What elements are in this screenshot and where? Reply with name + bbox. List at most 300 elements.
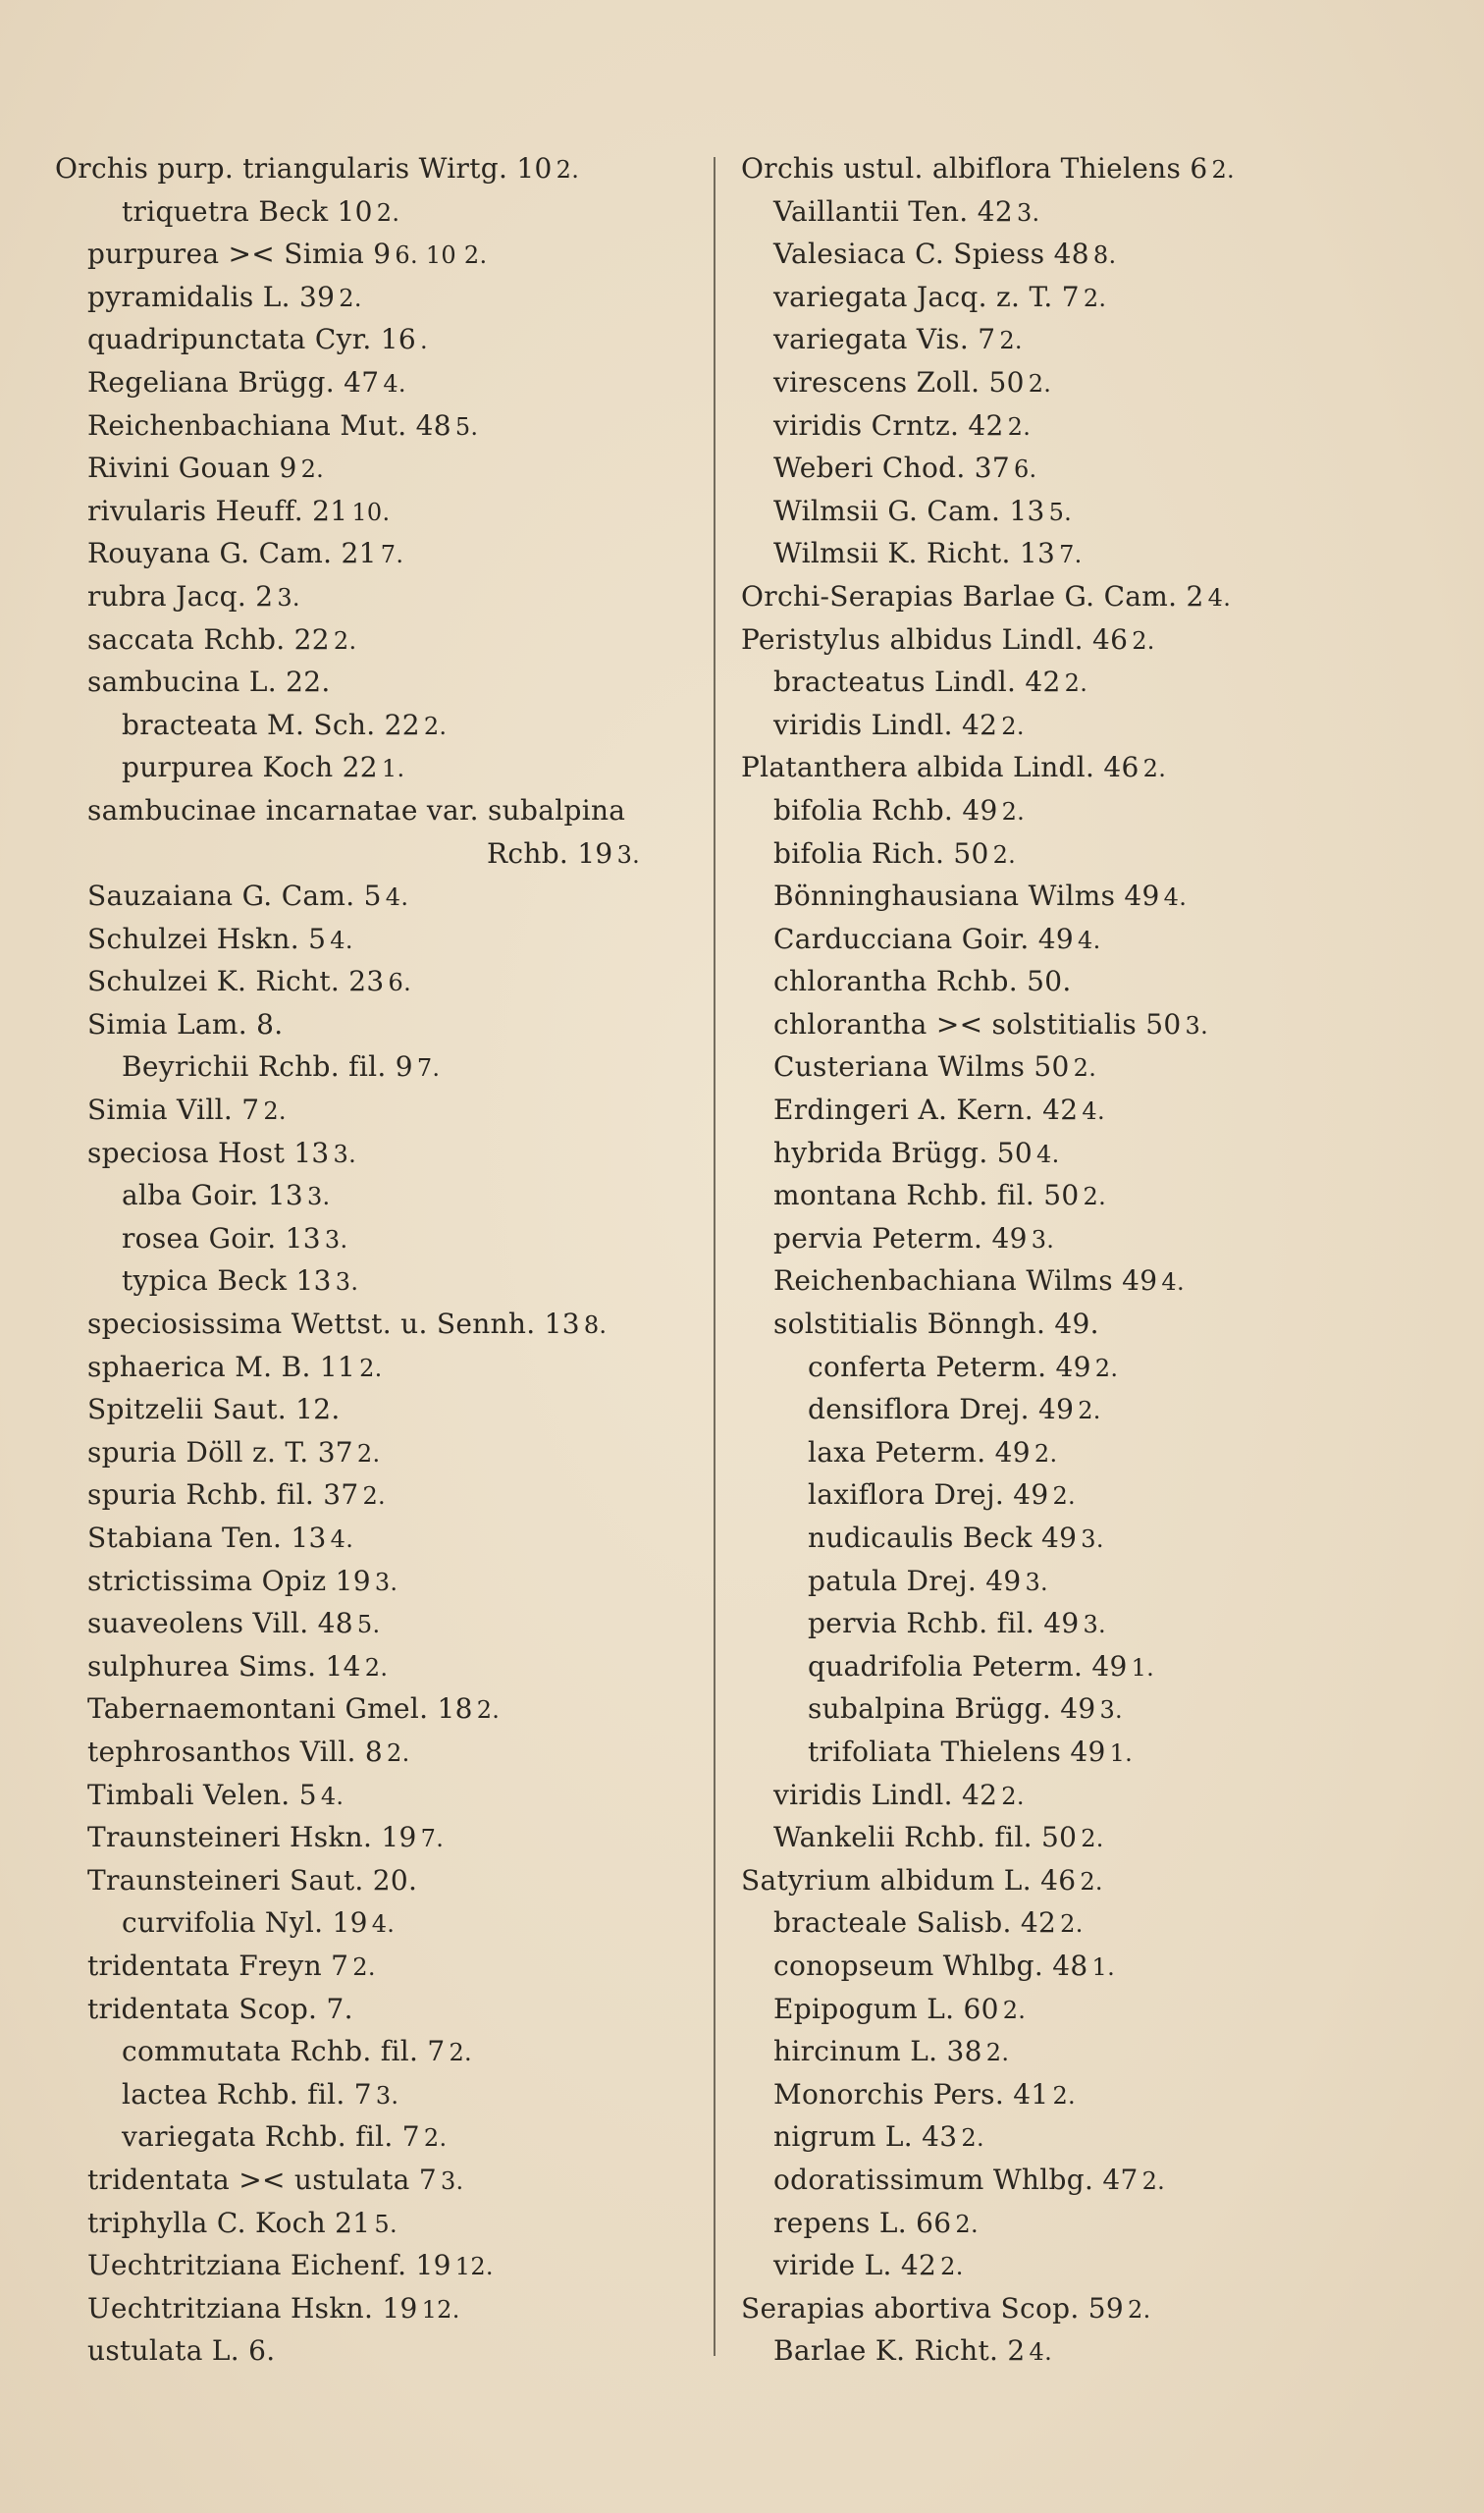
entry-text: Epipogum L. 60 (773, 1992, 999, 2025)
entry-text: Uechtritziana Hskn. 19 (87, 2291, 418, 2325)
index-entry (741, 2329, 1428, 2373)
index-entry (55, 2287, 703, 2330)
entry-text: Uechtritziana Eichenf. 19 (87, 2249, 451, 2282)
entry-reference: 3. (333, 1140, 357, 1168)
entry-text: Serapias abortiva Scop. 59 (741, 2291, 1125, 2325)
index-entry (55, 2030, 703, 2073)
entry-reference: 8. (1092, 241, 1117, 270)
entry-reference: 2. (955, 2210, 979, 2238)
index-entry (55, 1174, 703, 1217)
entry-reference: 4. (371, 1910, 396, 1939)
entry-reference: 2. (1052, 2081, 1076, 2110)
index-entry (741, 1945, 1428, 1988)
index-entry (55, 1988, 703, 2031)
entry-text: Rouyana G. Cam. 21 (87, 537, 377, 570)
entry-reference: 5. (374, 2210, 398, 2238)
entry-text: Schulzei K. Richt. 23 (87, 965, 385, 998)
entry-text: Weberi Chod. 37 (773, 452, 1010, 485)
index-entry (55, 1431, 703, 1474)
index-entry (55, 2115, 703, 2159)
entry-reference: 6. (1013, 455, 1037, 484)
index-entry (55, 1859, 703, 1902)
entry-reference: 7. (1059, 541, 1083, 569)
index-entry (741, 1003, 1428, 1046)
index-entry (741, 1174, 1428, 1217)
entry-text: Reichenbachiana Wilms 49 (773, 1264, 1158, 1298)
index-entry (741, 1388, 1428, 1431)
entry-reference: 2. (940, 2253, 964, 2281)
entry-text: Schulzei Hskn. 5 (87, 922, 327, 955)
index-entry (741, 404, 1428, 448)
index-entry (55, 1132, 703, 1175)
index-entry (55, 1303, 703, 1346)
entry-text: Platanthera albida Lindl. 46 (741, 751, 1140, 784)
entry-text: strictissima Opiz 19 (87, 1564, 371, 1597)
index-entry (55, 1089, 703, 1132)
entry-reference: 1. (1091, 1952, 1116, 1981)
index-entry (55, 1901, 703, 1945)
entry-text: viride L. 42 (773, 2249, 937, 2282)
entry-reference: 2. (985, 2039, 1010, 2067)
index-entry (55, 704, 703, 747)
index-entry (741, 1560, 1428, 1603)
index-entry (741, 1602, 1428, 1645)
entry-text: Tabernaemontani Gmel. 18 (87, 1692, 473, 1726)
entry-reference: 2. (263, 1097, 287, 1126)
entry-reference: 2. (376, 198, 400, 227)
entry-text: Wankelii Rchb. fil. 50 (773, 1821, 1078, 1854)
entry-reference: 7. (420, 1825, 445, 1853)
entry-reference: 2. (356, 1439, 381, 1468)
entry-reference: 5. (356, 1611, 381, 1639)
entry-text: Timbali Velen. 5 (87, 1778, 317, 1811)
entry-text: Stabiana Ten. 13 (87, 1522, 327, 1554)
entry-text: Traunsteineri Hskn. 19 (87, 1821, 417, 1854)
entry-reference: 2. (556, 156, 580, 184)
entry-text: saccata Rchb. 22 (87, 622, 330, 656)
entry-reference: 2. (1141, 2166, 1166, 2195)
entry-reference: 2. (1001, 1782, 1025, 1810)
entry-reference: 2. (1094, 1354, 1119, 1382)
entry-text: Sauzaiana G. Cam. 5 (87, 880, 382, 913)
entry-reference: 4. (1161, 1268, 1185, 1297)
index-entry (741, 1731, 1428, 1774)
index-entry (741, 789, 1428, 832)
index-entry (55, 1346, 703, 1389)
entry-text: quadripunctata Cyr. 16 (87, 323, 416, 356)
entry-text: subalpina Brügg. 49 (808, 1692, 1096, 1726)
entry-text: triquetra Beck 10 (122, 194, 373, 228)
index-entry (741, 1816, 1428, 1859)
entry-reference: 4. (330, 926, 353, 954)
entry-text: Rivini Gouan 9 (87, 452, 297, 485)
index-entry (55, 404, 703, 448)
index-entry (55, 1687, 703, 1731)
entry-reference: 3. (277, 583, 300, 612)
entry-text: sambucina L. 22. (87, 666, 331, 699)
entry-reference: 3. (440, 2166, 464, 2195)
entry-text: commutata Rchb. fil. 7 (122, 2035, 446, 2068)
index-entry (741, 147, 1428, 190)
entry-reference: 8. (583, 1311, 608, 1340)
entry-reference: 3. (616, 840, 641, 869)
entry-reference: 2. (1081, 1825, 1104, 1853)
entry-text: typica Beck 13 (122, 1264, 332, 1298)
entry-reference: 3. (1099, 1696, 1123, 1725)
entry-text: virescens Zoll. 50 (773, 365, 1025, 399)
entry-reference: 2. (1073, 1054, 1097, 1083)
index-entry (741, 276, 1428, 319)
index-entry (55, 361, 703, 404)
entry-text: purpurea Koch 22 (122, 751, 378, 784)
entry-reference: 2. (449, 2039, 472, 2067)
entry-reference: 12. (454, 2253, 494, 2281)
entry-text: Bönninghausiana Wilms 49 (773, 880, 1160, 913)
entry-text: Wilmsii K. Richt. 13 (773, 537, 1056, 570)
index-entry (55, 618, 703, 662)
entry-text: nigrum L. 43 (773, 2120, 958, 2154)
entry-reference: 2. (1007, 412, 1032, 441)
index-entry (55, 532, 703, 575)
index-entry (741, 1346, 1428, 1389)
entry-text: rosea Goir. 13 (122, 1221, 321, 1255)
index-entry (741, 2287, 1428, 2330)
entry-reference: 4. (320, 1782, 344, 1810)
entry-reference: 3. (1185, 1011, 1209, 1040)
index-entry (741, 2030, 1428, 2073)
entry-text: bracteatus Lindl. 42 (773, 666, 1061, 699)
index-entry (741, 661, 1428, 704)
index-entry (55, 1731, 703, 1774)
entry-reference: 4. (1029, 2338, 1053, 2367)
entry-text: Wilmsii G. Cam. 13 (773, 494, 1045, 527)
index-entry (741, 618, 1428, 662)
entry-text: hircinum L. 38 (773, 2035, 982, 2068)
entry-text: bracteata M. Sch. 22 (122, 708, 420, 741)
index-entry (741, 318, 1428, 361)
entry-reference: 2. (1128, 2295, 1151, 2324)
entry-reference: 2. (1001, 712, 1025, 740)
entry-reference: 2. (359, 1354, 383, 1382)
index-entry (741, 1431, 1428, 1474)
entry-text: Orchis purp. triangularis Wirtg. 10 (55, 152, 553, 185)
index-entry (741, 2115, 1428, 2159)
entry-reference: 2. (1052, 1482, 1076, 1511)
index-entry (55, 2202, 703, 2245)
entry-reference: 4. (1207, 583, 1232, 612)
entry-reference: 2. (1083, 284, 1107, 312)
entry-text: alba Goir. 13 (122, 1179, 303, 1212)
entry-reference: 3. (374, 1568, 398, 1596)
index-entry (741, 1045, 1428, 1089)
index-entry (741, 1303, 1428, 1346)
entry-reference: 2. (362, 1482, 386, 1511)
index-entry (741, 190, 1428, 234)
entry-reference: 7. (416, 1054, 441, 1083)
index-entry (741, 447, 1428, 490)
entry-reference: 4. (383, 369, 406, 398)
entry-reference: 2. (423, 712, 448, 740)
index-entry (55, 1517, 703, 1560)
index-entry (55, 1388, 703, 1431)
index-entry (741, 1132, 1428, 1175)
entry-text: Erdingeri A. Kern. 42 (773, 1094, 1079, 1127)
entry-reference: 2. (1001, 797, 1026, 826)
index-entry (741, 1645, 1428, 1688)
entry-reference: 2. (1002, 1996, 1027, 2024)
index-entry (55, 1602, 703, 1645)
entry-reference: 4. (1163, 883, 1188, 912)
entry-reference: 3. (1081, 1525, 1104, 1553)
entry-reference: 4. (330, 1525, 354, 1553)
index-entry (741, 1217, 1428, 1260)
entry-reference: 3. (1025, 1568, 1048, 1596)
index-entry (55, 318, 703, 361)
index-entry (55, 2159, 703, 2202)
entry-reference: 4. (1078, 926, 1101, 954)
index-entry (55, 1774, 703, 1817)
entry-reference: 1. (381, 755, 405, 783)
entry-text: repens L. 66 (773, 2206, 952, 2239)
entry-reference: 2. (1080, 1867, 1103, 1896)
entry-text: Carducciana Goir. 49 (773, 922, 1075, 955)
index-entry (55, 190, 703, 234)
entry-reference: 5. (1048, 498, 1073, 526)
entry-reference: 2. (999, 327, 1023, 355)
entry-text: montana Rchb. fil. 50 (773, 1179, 1080, 1212)
index-entry (55, 1945, 703, 1988)
index-entry (55, 1217, 703, 1260)
entry-text: tridentata Freyn 7 (87, 1949, 349, 1982)
entry-reference: 2. (387, 1738, 410, 1767)
entry-reference: 2. (333, 626, 357, 655)
entry-text: Simia Lam. 8. (87, 1007, 284, 1041)
entry-reference: 3. (1031, 1225, 1055, 1254)
index-entry (55, 875, 703, 918)
index-entry (741, 918, 1428, 961)
entry-text: laxiflora Drej. 49 (808, 1478, 1049, 1512)
entry-text: bifolia Rich. 50 (773, 836, 989, 870)
entry-text: variegata Rchb. fil. 7 (122, 2120, 420, 2154)
entry-text: laxa Peterm. 49 (808, 1435, 1031, 1469)
entry-text: nudicaulis Beck 49 (808, 1522, 1078, 1554)
entry-reference: 2. (476, 1696, 501, 1725)
index-entry (55, 960, 703, 1003)
entry-text: Monorchis Pers. 41 (773, 2077, 1049, 2111)
entry-text: Traunsteineri Saut. 20. (87, 1863, 418, 1897)
index-entry (741, 1089, 1428, 1132)
index-entry (741, 875, 1428, 918)
entry-text: odoratissimum Whlbg. 47 (773, 2163, 1139, 2196)
index-entry (55, 147, 703, 190)
entry-text: sphaerica M. B. 11 (87, 1350, 356, 1383)
entry-reference: 2. (300, 455, 325, 484)
index-entry (741, 1901, 1428, 1945)
index-entry (55, 233, 703, 276)
right-column (741, 147, 1428, 2373)
entry-reference: 10. (351, 498, 391, 526)
entry-text: spuria Döll z. T. 37 (87, 1435, 353, 1469)
entry-text: sambucinae incarnatae var. subalpina (87, 793, 626, 827)
index-entry (741, 1774, 1428, 1817)
entry-reference: 3. (375, 2081, 399, 2110)
index-entry (55, 276, 703, 319)
entry-text: viridis Lindl. 42 (773, 708, 998, 741)
index-entry (55, 2073, 703, 2116)
index-entry (741, 746, 1428, 789)
entry-reference: 2. (1060, 1910, 1084, 1939)
entry-reference: 5. (454, 412, 479, 441)
entry-text: variegata Vis. 7 (773, 323, 996, 356)
entry-text: Regeliana Brügg. 47 (87, 365, 380, 399)
entry-text: ustulata L. 6. (87, 2334, 276, 2368)
entry-reference: 2. (339, 284, 362, 312)
entry-reference: 3. (335, 1268, 359, 1297)
entry-text: Vaillantii Ten. 42 (773, 194, 1013, 228)
index-entry (741, 1473, 1428, 1517)
entry-text: Barlae K. Richt. 2 (773, 2334, 1026, 2368)
entry-text: speciosa Host 13 (87, 1136, 330, 1169)
entry-reference: . (419, 327, 428, 355)
entry-text: Beyrichii Rchb. fil. 9 (122, 1050, 413, 1084)
index-entry (55, 1816, 703, 1859)
index-entry (55, 746, 703, 789)
entry-text: Satyrium albidum L. 46 (741, 1863, 1077, 1897)
entry-reference: 3. (306, 1183, 331, 1211)
index-entry (741, 1988, 1428, 2031)
entry-text: sulphurea Sims. 14 (87, 1649, 361, 1683)
entry-reference: 6. 10 2. (395, 241, 488, 270)
entry-text: pervia Peterm. 49 (773, 1221, 1028, 1255)
entry-reference: 3. (1016, 198, 1040, 227)
index-entry (55, 832, 703, 876)
entry-text: Simia Vill. 7 (87, 1094, 260, 1127)
index-entry (55, 918, 703, 961)
entry-text: pyramidalis L. 39 (87, 280, 336, 313)
entry-reference: 2. (1132, 626, 1155, 655)
entry-reference: 2. (1083, 1183, 1107, 1211)
index-entry (55, 490, 703, 533)
entry-text: hybrida Brügg. 50 (773, 1136, 1034, 1169)
entry-reference: 2. (1078, 1397, 1101, 1425)
entry-text: Reichenbachiana Mut. 48 (87, 408, 451, 442)
index-entry (55, 1560, 703, 1603)
entry-reference: 1. (1131, 1653, 1155, 1682)
entry-reference: 2. (1034, 1439, 1058, 1468)
entry-reference: 4. (1082, 1097, 1105, 1126)
entry-reference: 2. (1028, 369, 1052, 398)
index-entry (55, 1645, 703, 1688)
column-divider (714, 157, 716, 2356)
entry-text: Orchis ustul. albiflora Thielens 6 (741, 152, 1208, 185)
index-entry (741, 1859, 1428, 1902)
index-entry (741, 2073, 1428, 2116)
entry-text: tridentata Scop. 7. (87, 1992, 353, 2025)
entry-text: purpurea >< Simia 9 (87, 238, 392, 271)
entry-text: patula Drej. 49 (808, 1564, 1022, 1597)
index-entry (741, 1259, 1428, 1303)
index-entry (741, 832, 1428, 876)
entry-text: lactea Rchb. fil. 7 (122, 2077, 372, 2111)
entry-text: bifolia Rchb. 49 (773, 793, 998, 827)
entry-text: rubra Jacq. 2 (87, 579, 274, 613)
entry-text: solstitialis Bönngh. 49. (773, 1308, 1099, 1341)
entry-reference: 2. (961, 2124, 984, 2153)
entry-text: Spitzelii Saut. 12. (87, 1393, 341, 1426)
entry-text: viridis Crntz. 42 (773, 408, 1004, 442)
index-entry (741, 361, 1428, 404)
entry-text: bracteale Salisb. 42 (773, 1906, 1057, 1940)
index-entry (55, 1473, 703, 1517)
index-entry (55, 447, 703, 490)
index-entry (741, 704, 1428, 747)
index-entry (741, 2159, 1428, 2202)
entry-reference: 2. (364, 1653, 389, 1682)
index-entry (55, 2244, 703, 2287)
entry-reference: 2. (1211, 156, 1235, 184)
entry-text: Orchi-Serapias Barlae G. Cam. 2 (741, 579, 1204, 613)
entry-text: Peristylus albidus Lindl. 46 (741, 622, 1129, 656)
index-entry (55, 1045, 703, 1089)
entry-text: chlorantha Rchb. 50. (773, 965, 1072, 998)
index-entry (741, 233, 1428, 276)
entry-reference: 3. (1083, 1611, 1106, 1639)
entry-text: trifoliata Thielens 49 (808, 1735, 1106, 1768)
entry-text: chlorantha >< solstitialis 50 (773, 1007, 1182, 1041)
entry-reference: 2. (1142, 755, 1167, 783)
index-entry (741, 490, 1428, 533)
index-entry (55, 1259, 703, 1303)
entry-reference: 2. (992, 840, 1017, 869)
entry-text: quadrifolia Peterm. 49 (808, 1649, 1128, 1683)
index-entry (741, 532, 1428, 575)
index-entry (741, 1687, 1428, 1731)
index-entry (55, 2329, 703, 2373)
entry-text: triphylla C. Koch 21 (87, 2206, 371, 2239)
entry-text: conopseum Whlbg. 48 (773, 1949, 1088, 1982)
index-entry (741, 2202, 1428, 2245)
entry-reference: 2. (352, 1952, 376, 1981)
entry-text: viridis Lindl. 42 (773, 1778, 998, 1811)
entry-text: pervia Rchb. fil. 49 (808, 1607, 1080, 1640)
index-entry (55, 789, 703, 832)
index-entry (55, 575, 703, 618)
left-column (55, 147, 703, 2373)
entry-reference: 2. (423, 2124, 448, 2153)
entry-reference: 4. (385, 883, 409, 912)
index-entry (55, 661, 703, 704)
entry-reference: 1. (1109, 1738, 1134, 1767)
entry-text: densiflora Drej. 49 (808, 1393, 1075, 1426)
entry-text: curvifolia Nyl. 19 (122, 1906, 368, 1940)
entry-reference: 4. (1036, 1140, 1060, 1168)
entry-text: speciosissima Wettst. u. Sennh. 13 (87, 1308, 580, 1341)
entry-text: suaveolens Vill. 48 (87, 1607, 353, 1640)
entry-text: Rchb. 19 (487, 836, 613, 870)
entry-text: tephrosanthos Vill. 8 (87, 1735, 384, 1768)
entry-text: tridentata >< ustulata 7 (87, 2163, 437, 2196)
index-entry (55, 1003, 703, 1046)
entry-text: Valesiaca C. Spiess 48 (773, 238, 1089, 271)
entry-text: rivularis Heuff. 21 (87, 494, 348, 527)
index-entry (741, 2244, 1428, 2287)
entry-reference: 12. (421, 2295, 460, 2324)
index-entry (741, 1517, 1428, 1560)
index-entry (741, 575, 1428, 618)
entry-text: conferta Peterm. 49 (808, 1350, 1091, 1383)
entry-reference: 6. (388, 969, 412, 997)
entry-reference: 7. (380, 541, 404, 569)
